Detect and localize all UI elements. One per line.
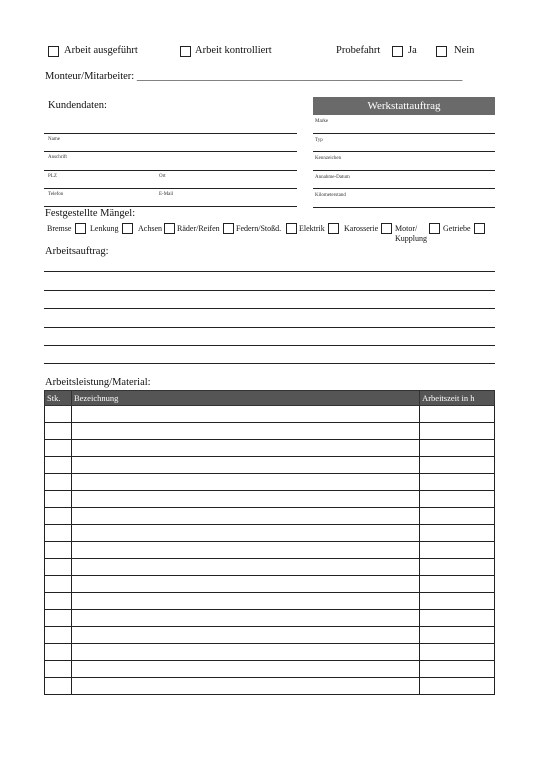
arbeit-kontrolliert-label: Arbeit kontrolliert — [195, 45, 272, 56]
time-cell[interactable] — [420, 678, 495, 695]
maengel-title: Festgestellte Mängel: — [45, 208, 136, 219]
table-row — [45, 457, 495, 474]
table-row — [45, 678, 495, 695]
table-row — [45, 644, 495, 661]
table-row — [45, 627, 495, 644]
desc-cell[interactable] — [71, 559, 419, 576]
qty-cell[interactable] — [45, 678, 72, 695]
probefahrt-ja-label: Ja — [408, 45, 417, 56]
probefahrt-nein-label: Nein — [454, 45, 475, 56]
defect-getriebe-label: Getriebe — [443, 224, 471, 233]
desc-cell[interactable] — [71, 644, 419, 661]
defect-karosserie-checkbox[interactable] — [381, 223, 392, 234]
desc-cell[interactable] — [71, 491, 419, 508]
qty-cell[interactable] — [45, 559, 72, 576]
table-row — [45, 661, 495, 678]
table-row — [45, 474, 495, 491]
material-title: Arbeitsleistung/Material: — [45, 377, 151, 388]
desc-cell[interactable] — [71, 440, 419, 457]
qty-cell[interactable] — [45, 423, 72, 440]
defect-lenkung-label: Lenkung — [90, 224, 119, 233]
qty-cell[interactable] — [45, 542, 72, 559]
time-cell[interactable] — [420, 610, 495, 627]
time-cell[interactable] — [420, 576, 495, 593]
order-line[interactable] — [44, 271, 495, 272]
desc-cell[interactable] — [71, 576, 419, 593]
brand-line[interactable] — [313, 133, 495, 134]
table-row — [45, 576, 495, 593]
city-label: Ort — [159, 174, 166, 179]
qty-cell[interactable] — [45, 627, 72, 644]
time-cell[interactable] — [420, 440, 495, 457]
desc-cell[interactable] — [71, 542, 419, 559]
type-line[interactable] — [313, 151, 495, 152]
table-row — [45, 406, 495, 423]
qty-cell[interactable] — [45, 610, 72, 627]
desc-cell[interactable] — [71, 474, 419, 491]
kundendaten-title: Kundendaten: — [48, 100, 107, 111]
table-row — [45, 610, 495, 627]
table-row — [45, 542, 495, 559]
time-cell[interactable] — [420, 559, 495, 576]
order-line[interactable] — [44, 290, 495, 291]
zip-city-line[interactable] — [44, 170, 297, 171]
brand-label: Marke — [315, 119, 329, 124]
defect-achsen-checkbox[interactable] — [164, 223, 175, 234]
defect-federn-checkbox[interactable] — [286, 223, 297, 234]
defect-elektrik-label: Elektrik — [299, 224, 325, 233]
plate-label: Kennzeichen — [315, 156, 342, 161]
date-line[interactable] — [313, 188, 495, 189]
defect-bremse-label: Bremse — [47, 224, 72, 233]
name-label: Name — [48, 137, 60, 142]
desc-cell[interactable] — [71, 593, 419, 610]
qty-cell[interactable] — [45, 474, 72, 491]
order-line[interactable] — [44, 308, 495, 309]
table-row — [45, 491, 495, 508]
defect-elektrik-checkbox[interactable] — [328, 223, 339, 234]
qty-cell[interactable] — [45, 406, 72, 423]
col-qty-header: Stk. — [45, 391, 72, 406]
probefahrt-nein-checkbox[interactable] — [436, 46, 447, 57]
desc-cell[interactable] — [71, 610, 419, 627]
desc-cell[interactable] — [71, 457, 419, 474]
qty-cell[interactable] — [45, 457, 72, 474]
defect-getriebe-checkbox[interactable] — [474, 223, 485, 234]
material-header-row — [45, 391, 495, 406]
defect-lenkung-checkbox[interactable] — [122, 223, 133, 234]
date-label: Annahme-Datum — [315, 175, 350, 180]
desc-cell[interactable] — [71, 678, 419, 695]
arbeit-ausgefuehrt-label: Arbeit ausgeführt — [64, 45, 138, 56]
defect-achsen-label: Achsen — [138, 224, 162, 233]
defect-federn-label: Federn/Stoßd. — [236, 224, 282, 233]
type-label: Typ — [315, 138, 323, 143]
desc-cell[interactable] — [71, 406, 419, 423]
col-desc-header: Bezeichnung — [71, 391, 419, 406]
probefahrt-label: Probefahrt — [336, 45, 381, 56]
col-time-header: Arbeitszeit in h — [420, 391, 495, 406]
qty-cell[interactable] — [45, 576, 72, 593]
table-row — [45, 559, 495, 576]
defect-raeder-label: Räder/Reifen — [177, 224, 220, 233]
mileage-line[interactable] — [313, 207, 495, 208]
order-line[interactable] — [44, 327, 495, 328]
email-label: E-Mail — [159, 192, 174, 197]
table-row — [45, 525, 495, 542]
arbeit-ausgefuehrt-checkbox[interactable] — [48, 46, 59, 57]
defect-karosserie-label: Karosserie — [344, 224, 379, 233]
qty-cell[interactable] — [45, 644, 72, 661]
mileage-label: Kilometerstand — [315, 193, 346, 198]
table-row — [45, 423, 495, 440]
time-cell[interactable] — [420, 542, 495, 559]
time-cell[interactable] — [420, 525, 495, 542]
monteur-field[interactable]: Monteur/Mitarbeiter: ______________________________________________________________ — [45, 71, 463, 82]
address-line[interactable] — [44, 151, 297, 152]
plate-line[interactable] — [313, 170, 495, 171]
qty-cell[interactable] — [45, 525, 72, 542]
time-cell[interactable] — [420, 423, 495, 440]
qty-cell[interactable] — [45, 491, 72, 508]
defect-motor-checkbox[interactable] — [429, 223, 440, 234]
defect-raeder-checkbox[interactable] — [223, 223, 234, 234]
phone-label: Telefon — [48, 192, 64, 197]
time-cell[interactable] — [420, 508, 495, 525]
qty-cell[interactable] — [45, 593, 72, 610]
time-cell[interactable] — [420, 593, 495, 610]
customer-bottom-line[interactable] — [44, 206, 297, 207]
arbeitsauftrag-title: Arbeitsauftrag: — [45, 246, 109, 257]
order-line[interactable] — [44, 363, 495, 364]
defect-kupplung-label: Kupplung — [395, 234, 427, 243]
order-line[interactable] — [44, 345, 495, 346]
desc-cell[interactable] — [71, 423, 419, 440]
table-row — [45, 593, 495, 610]
phone-email-line[interactable] — [44, 188, 297, 189]
desc-cell[interactable] — [71, 661, 419, 678]
time-cell[interactable] — [420, 474, 495, 491]
time-cell[interactable] — [420, 661, 495, 678]
zip-label: PLZ — [48, 174, 57, 179]
probefahrt-ja-checkbox[interactable] — [392, 46, 403, 57]
desc-cell[interactable] — [71, 627, 419, 644]
material-table — [44, 390, 495, 695]
name-line[interactable] — [44, 133, 297, 134]
time-cell[interactable] — [420, 491, 495, 508]
werkstattauftrag-header: Werkstattauftrag — [313, 97, 495, 115]
arbeit-kontrolliert-checkbox[interactable] — [180, 46, 191, 57]
time-cell[interactable] — [420, 627, 495, 644]
time-cell[interactable] — [420, 457, 495, 474]
defect-bremse-checkbox[interactable] — [75, 223, 86, 234]
desc-cell[interactable] — [71, 525, 419, 542]
defect-motor-label: Motor/ — [395, 224, 418, 233]
time-cell[interactable] — [420, 644, 495, 661]
table-row — [45, 508, 495, 525]
table-row — [45, 440, 495, 457]
qty-cell[interactable] — [45, 661, 72, 678]
address-label: Anschrift — [48, 155, 67, 160]
qty-cell[interactable] — [45, 440, 72, 457]
desc-cell[interactable] — [71, 508, 419, 525]
time-cell[interactable] — [420, 406, 495, 423]
qty-cell[interactable] — [45, 508, 72, 525]
